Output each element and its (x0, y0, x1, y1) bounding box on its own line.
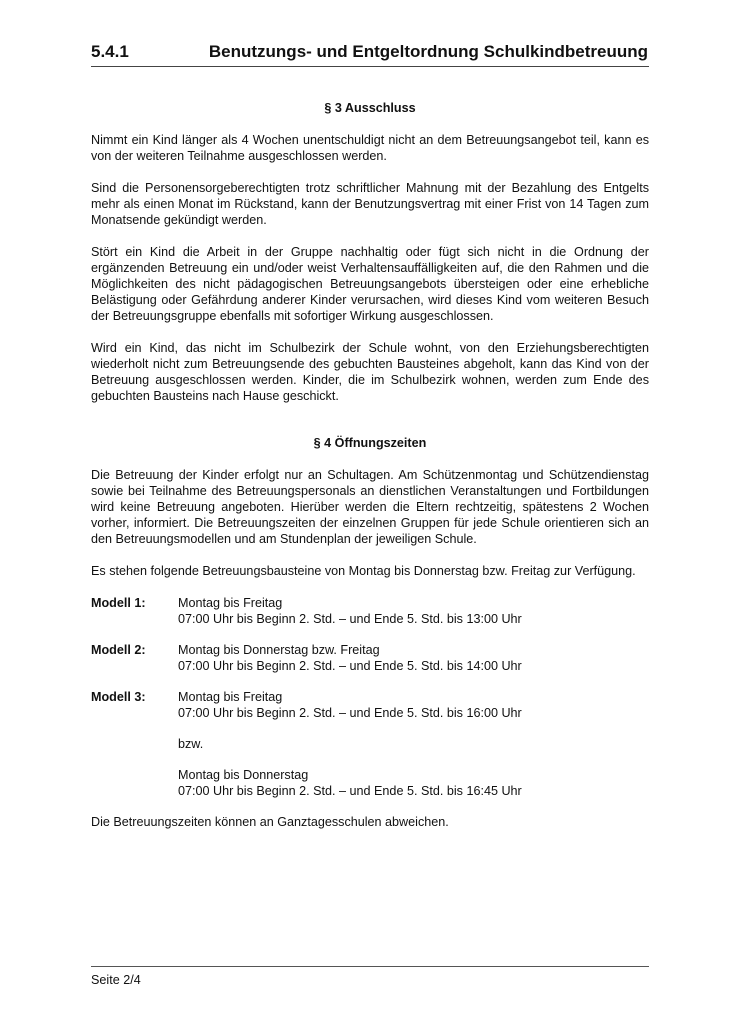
model-3 (91, 689, 649, 799)
model-days: Montag bis Freitag (178, 690, 283, 704)
model-times: 07:00 Uhr bis Beginn 2. Std. – und Ende 5. Std. bis 14:00 Uhr (178, 659, 522, 673)
model-label: Modell 3: (91, 690, 146, 704)
document-body (91, 100, 649, 846)
section-3-heading: § 3 Ausschluss (324, 101, 416, 115)
model-alternative-word: bzw. (178, 737, 204, 751)
section-4-heading: § 4 Öffnungszeiten (313, 436, 427, 450)
model-1 (91, 595, 649, 627)
section-3-paragraph-4: Wird ein Kind, das nicht im Schulbezirk der Schule wohnt, von den Erziehungsberechtigten wiederholt nicht zum Betreuungsende des gebuchten Bausteines abgeholt, kann das Kind von der Betreuung ausgeschlossen werden. Kinder, die im Schulbezirk wohnen, werden zum Ende des gebuchten Bausteins nach Hause geschickt. (91, 341, 649, 403)
model-alt-times: 07:00 Uhr bis Beginn 2. Std. – und Ende 5. Std. bis 16:45 Uhr (178, 784, 522, 798)
model-times: 07:00 Uhr bis Beginn 2. Std. – und Ende 5. Std. bis 13:00 Uhr (178, 612, 522, 626)
model-label: Modell 2: (91, 643, 146, 657)
model-2 (91, 642, 649, 674)
section-3-paragraph-1: Nimmt ein Kind länger als 4 Wochen unentschuldigt nicht an dem Betreuungsangebot teil, kann es von der weiteren Teilnahme ausgeschlossen werden. (91, 133, 649, 163)
section-4-paragraph-1: Die Betreuung der Kinder erfolgt nur an Schultagen. Am Schützenmontag und Schützendienstag sowie bei Teilnahme des Betreuungspersonals an dienstlichen Veranstaltungen und Fortbildungen wird keine Betreuung angeboten. Hierüber werden die Eltern rechtzeitig, spätestens 2 Wochen vorher, informiert. Die Betreuungszeiten der einzelnen Gruppen für jede Schule orientieren sich an den Betreuungsmodellen und am Stundenplan der jeweiligen Schule. (91, 468, 649, 546)
section-4-paragraph-2: Es stehen folgende Betreuungsbausteine von Montag bis Donnerstag bzw. Freitag zur Verfügung. (91, 564, 636, 578)
page-footer (91, 966, 649, 987)
model-details (178, 642, 522, 674)
page-number: Seite 2/4 (91, 973, 141, 987)
model-details (178, 595, 522, 627)
section-number: 5.4.1 (91, 42, 129, 61)
model-alt-days: Montag bis Donnerstag (178, 768, 309, 782)
section-4-closing: Die Betreuungszeiten können an Ganztagesschulen abweichen. (91, 815, 449, 829)
model-times: 07:00 Uhr bis Beginn 2. Std. – und Ende 5. Std. bis 16:00 Uhr (178, 706, 522, 720)
section-3-paragraph-3: Stört ein Kind die Arbeit in der Gruppe nachhaltig oder fügt sich nicht in die Ordnung der ergänzenden Betreuung ein und/oder weist Verhaltensauffälligkeiten auf, die den Rahmen und die Möglichkeiten des nicht pädagogischen Betreuungsangebots übersteigen oder eine erhebliche Belästigung oder Gefährdung anderer Kinder verursachen, wird dieses Kind vom weiteren Besuch der Betreuungsgruppe ebenfalls mit sofortiger Wirkung ausgeschlossen. (91, 245, 649, 323)
document-title: Benutzungs- und Entgeltordnung Schulkindbetreuung (208, 42, 648, 61)
page-header (91, 40, 649, 67)
section-3-paragraph-2: Sind die Personensorgeberechtigten trotz schriftlicher Mahnung mit der Bezahlung des Entgelts mehr als einen Monat im Rückstand, kann der Benutzungsvertrag mit einer Frist von 14 Tagen zum Monatsende gekündigt werden. (91, 181, 649, 227)
model-details (178, 689, 522, 799)
model-days: Montag bis Freitag (178, 596, 283, 610)
model-days: Montag bis Donnerstag bzw. Freitag (178, 643, 380, 657)
model-label: Modell 1: (91, 596, 146, 610)
